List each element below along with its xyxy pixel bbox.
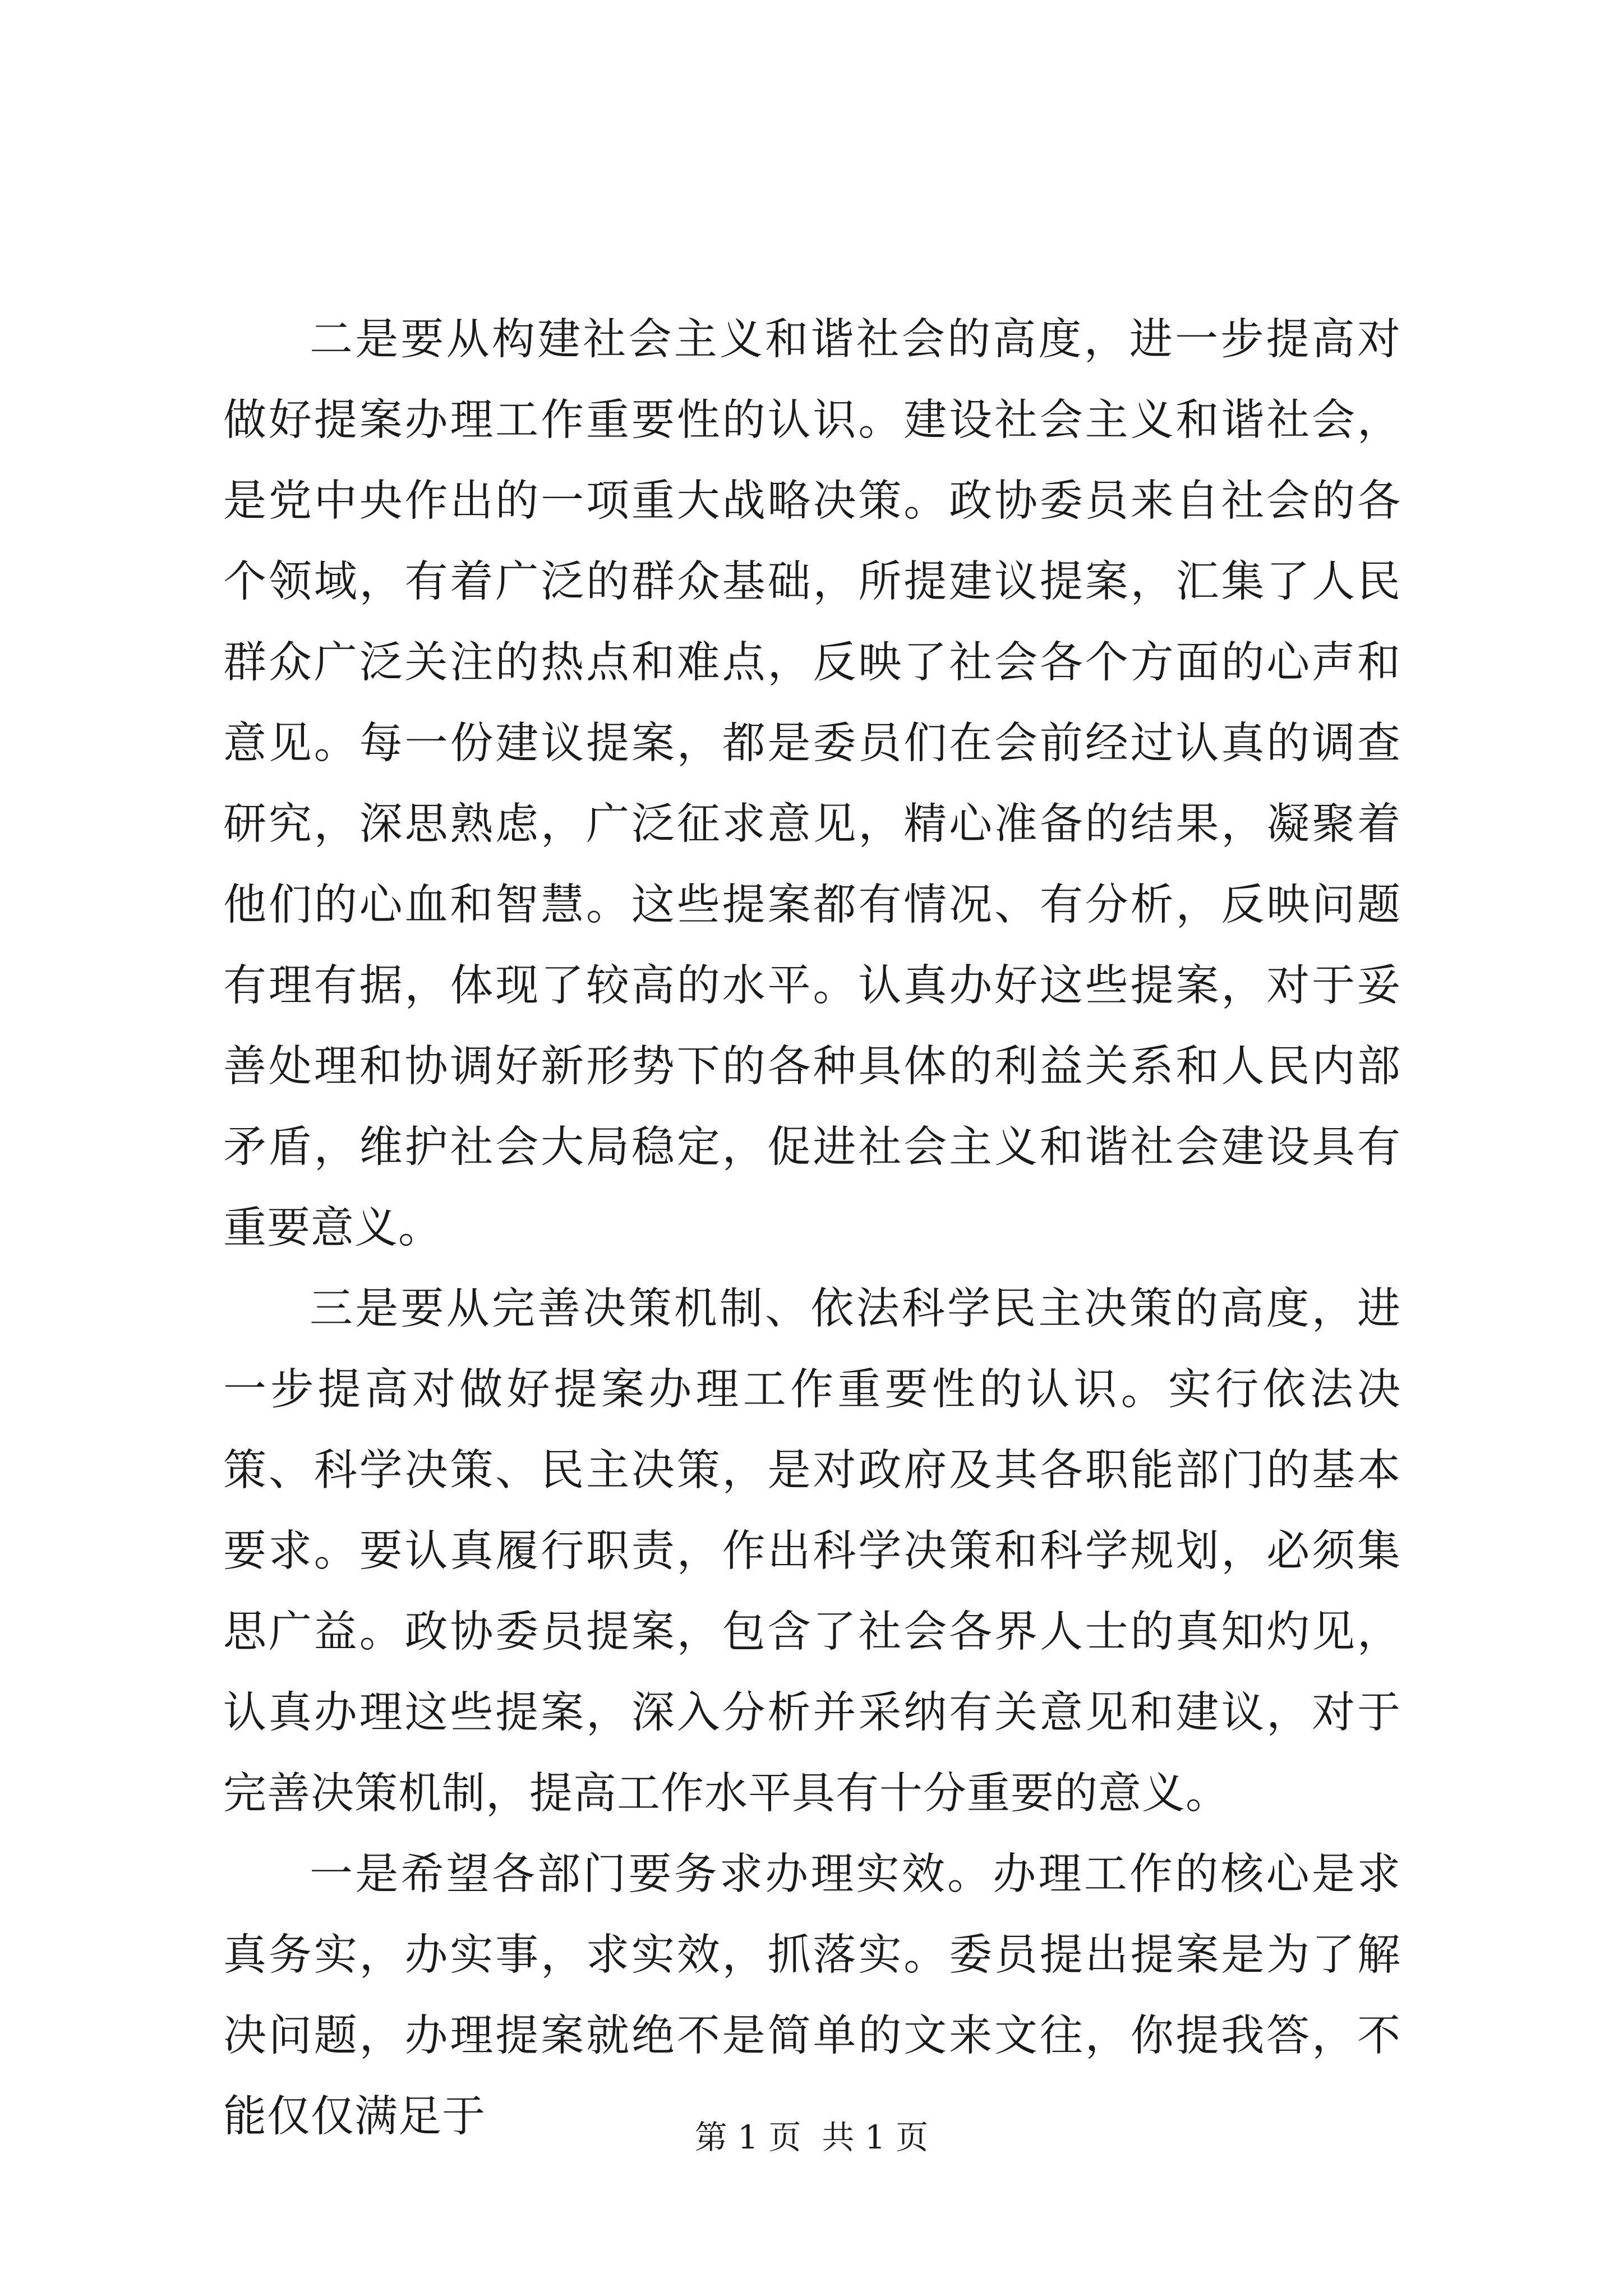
document-body (223, 300, 1401, 2157)
paragraph-decision-mechanism: 三是要从完善决策机制、依法科学民主决策的高度，进一步提高对做好提案办理工作重要性的认识。实行依法决策、科学决策、民主决策，是对政府及其各职能部门的基本要求。要认真履行职责，作出科学决策和科学规划，必须集思广益。政协委员提案，包含了社会各界人士的真知灼见，认真办理这些提案，深入分析并采纳有关意见和建议，对于完善决策机制，提高工作水平具有十分重要的意义。 (223, 1284, 1401, 1819)
page-footer (0, 2115, 1623, 2160)
paragraph-practical-results: 一是希望各部门要务求办理实效。办理工作的核心是求真务实，办实事，求实效，抓落实。委员提出提案是为了解决问题，办理提案就绝不是简单的文来文往，你提我答，不能仅仅满足于 (223, 1849, 1401, 2142)
page-number-label: 第 1 页 共 1 页 (694, 2118, 929, 2156)
paragraph-harmonious-society: 二是要从构建社会主义和谐社会的高度，进一步提高对做好提案办理工作重要性的认识。建设社会主义和谐社会，是党中央作出的一项重大战略决策。政协委员来自社会的各个领域，有着广泛的群众基础，所提建议提案，汇集了人民群众广泛关注的热点和难点，反映了社会各个方面的心声和意见。每一份建议提案，都是委员们在会前经过认真的调查研究，深思熟虑，广泛征求意见，精心准备的结果，凝聚着他们的心血和智慧。这些提案都有情况、有分析，反映问题有理有据，体现了较高的水平。认真办好这些提案，对于妥善处理和协调好新形势下的各种具体的利益关系和人民内部矛盾，维护社会大局稳定，促进社会主义和谐社会建设具有重要意义。 (223, 315, 1401, 1253)
